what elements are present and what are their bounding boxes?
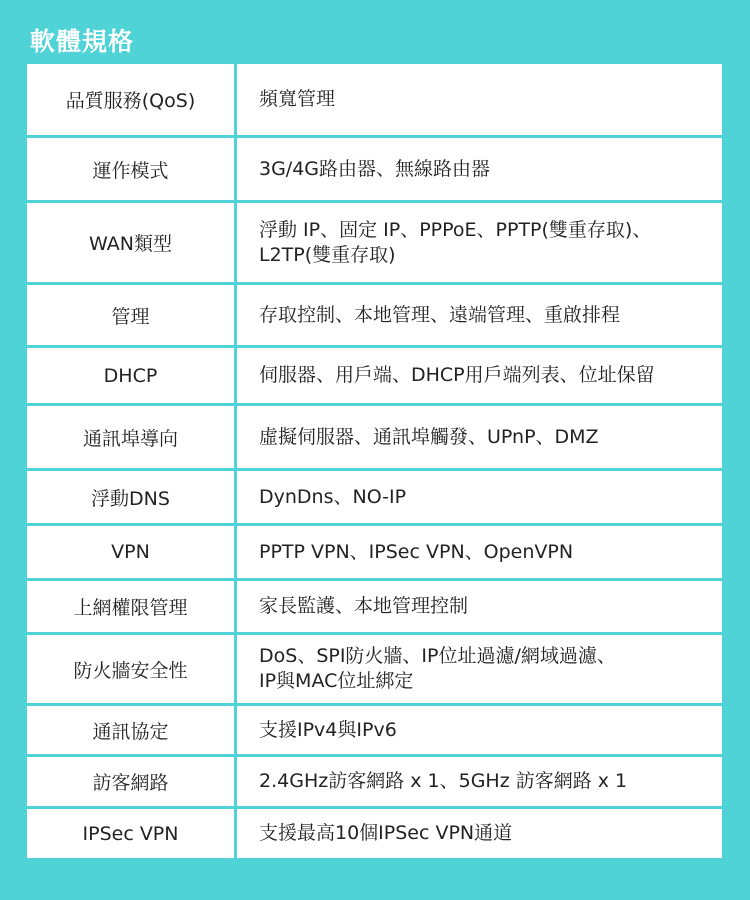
- spec-value: 虛擬伺服器、通訊埠觸發、UPnP、DMZ: [237, 406, 722, 468]
- spec-row-management: [27, 285, 722, 345]
- spec-label: 運作模式: [27, 138, 234, 200]
- spec-table: [27, 64, 722, 861]
- spec-row-protocol: [27, 706, 722, 754]
- spec-value: PPTP VPN、IPSec VPN、OpenVPN: [237, 526, 722, 578]
- spec-label: 通訊埠導向: [27, 406, 234, 468]
- spec-value-line: L2TP(雙重存取): [259, 243, 396, 266]
- spec-row-qos: [27, 64, 722, 135]
- spec-value: 3G/4G路由器、無線路由器: [237, 138, 722, 200]
- spec-label: DHCP: [27, 348, 234, 403]
- spec-value: [237, 635, 722, 703]
- spec-value: 頻寬管理: [237, 64, 722, 135]
- spec-value-line: DoS、SPI防火牆、IP位址過濾/網域過濾、: [259, 645, 616, 667]
- spec-value: 存取控制、本地管理、遠端管理、重啟排程: [237, 285, 722, 345]
- spec-label: WAN類型: [27, 203, 234, 282]
- spec-row-port-forwarding: [27, 406, 722, 468]
- spec-row-firewall: [27, 635, 722, 703]
- spec-label: 浮動DNS: [27, 471, 234, 523]
- spec-value: 支援最高10個IPSec VPN通道: [237, 809, 722, 858]
- section-title: 軟體規格: [30, 27, 135, 56]
- spec-value: 伺服器、用戶端、DHCP用戶端列表、位址保留: [237, 348, 722, 403]
- spec-row-wan: [27, 203, 722, 282]
- spec-value-line: 浮動 IP、固定 IP、PPPoE、PPTP(雙重存取)、: [259, 218, 652, 241]
- spec-label: 品質服務(QoS): [27, 64, 234, 135]
- spec-label: 通訊協定: [27, 706, 234, 754]
- spec-label: 防火牆安全性: [27, 635, 234, 703]
- spec-row-vpn: [27, 526, 722, 578]
- spec-row-access-control: [27, 581, 722, 632]
- spec-row-guest-network: [27, 757, 722, 806]
- spec-value: 2.4GHz訪客網路 x 1、5GHz 訪客網路 x 1: [237, 757, 722, 806]
- spec-row-mode: [27, 138, 722, 200]
- spec-row-ipsec-vpn: [27, 809, 722, 858]
- spec-row-ddns: [27, 471, 722, 523]
- spec-label: 訪客網路: [27, 757, 234, 806]
- spec-label: 上網權限管理: [27, 581, 234, 632]
- spec-value: [237, 203, 722, 282]
- spec-value: 家長監護、本地管理控制: [237, 581, 722, 632]
- spec-value: 支援IPv4與IPv6: [237, 706, 722, 754]
- spec-label: IPSec VPN: [27, 809, 234, 858]
- spec-value: DynDns、NO-IP: [237, 471, 722, 523]
- spec-label: 管理: [27, 285, 234, 345]
- spec-value-line: IP與MAC位址綁定: [259, 670, 414, 692]
- spec-label: VPN: [27, 526, 234, 578]
- spec-row-dhcp: [27, 348, 722, 403]
